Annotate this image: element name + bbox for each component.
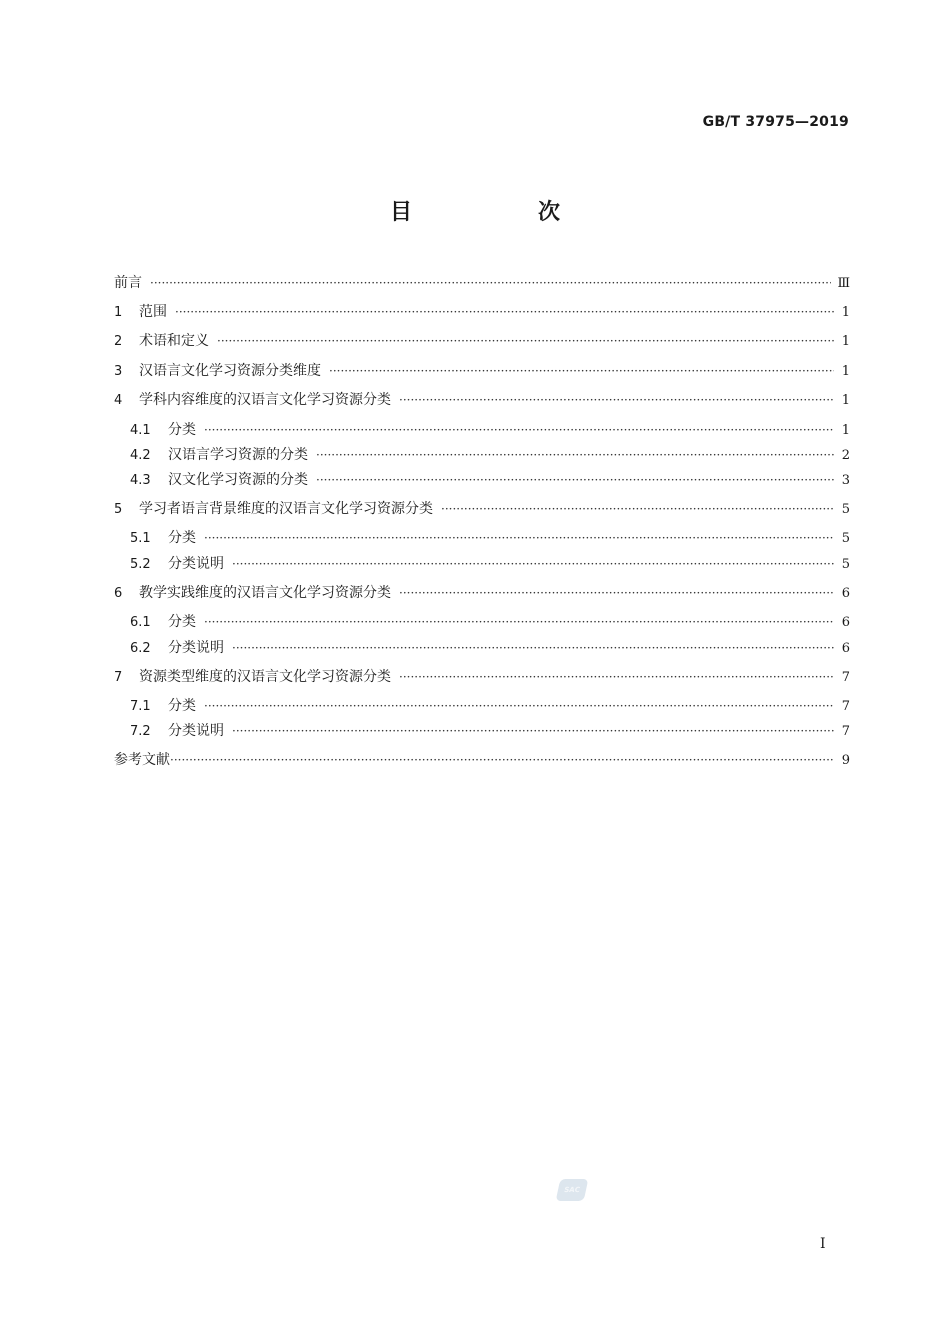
toc-entry-number: 5.1 [130,531,151,546]
toc-leader-dots [399,580,834,606]
toc-entry-page: Ⅲ [837,276,850,291]
toc-entry-label: 分类说明 [168,640,224,656]
toc-entry-label: 参考文献 [114,752,170,768]
toc-entry-number: 6 [114,586,123,601]
toc-entry-page: 2 [841,448,850,463]
toc-entry-page: 7 [841,724,850,739]
toc-entry-number: 2 [114,334,123,349]
toc-entry-4[interactable] [114,387,850,413]
toc-entry-number: 4 [114,393,123,408]
toc-entry-number: 3 [114,364,123,379]
toc-entry-number: 6.2 [130,641,151,656]
toc-leader-dots [316,442,834,468]
toc-entry-page: 6 [841,586,850,601]
toc-leader-dots [204,609,834,635]
toc-entry-label: 分类 [168,614,196,630]
toc-entry-4-3[interactable] [114,467,850,493]
toc-entry-label: 分类 [168,422,196,438]
toc-entry-label: 分类说明 [168,556,224,572]
toc-entry-number: 5.2 [130,557,151,572]
toc-entry-2[interactable] [114,328,850,354]
toc-leader-dots [232,551,834,577]
toc-entry-page: 7 [841,699,850,714]
toc-entry-label: 汉文化学习资源的分类 [168,472,308,488]
toc-leader-dots [204,417,834,443]
toc-entry-page: 1 [841,305,850,320]
toc-entry-4-2[interactable] [114,442,850,468]
toc-entry-6[interactable] [114,580,850,606]
toc-leader-dots [217,328,834,354]
toc-entry-number: 4.1 [130,423,151,438]
toc-entry-label: 学习者语言背景维度的汉语言文化学习资源分类 [139,501,433,517]
toc-entry-foreword[interactable] [114,270,850,296]
toc-entry-page: 9 [841,753,850,768]
toc-entry-label: 分类说明 [168,723,224,739]
toc-entry-6-2[interactable] [114,635,850,661]
toc-entry-number: 6.1 [130,615,151,630]
toc-entry-7[interactable] [114,664,850,690]
toc-entry-number: 4.3 [130,473,151,488]
toc-entry-page: 1 [841,334,850,349]
toc-entry-5-1[interactable] [114,525,850,551]
toc-entry-page: 5 [841,557,850,572]
toc-entry-label: 汉语言学习资源的分类 [168,447,308,463]
toc-leader-dots [175,299,834,325]
toc-entry-label: 范围 [139,304,167,320]
toc-entry-page: 5 [841,531,850,546]
toc-entry-number: 7.2 [130,724,151,739]
toc-leader-dots [399,664,834,690]
toc-entry-page: 1 [841,423,850,438]
toc-entry-label: 前言 [114,275,142,291]
toc-entry-5[interactable] [114,496,850,522]
toc-entry-7-1[interactable] [114,693,850,719]
toc-entry-page: 6 [841,641,850,656]
toc-entry-page: 7 [841,670,850,685]
page-number: Ⅰ [820,1236,826,1252]
sac-watermark-logo [556,1179,589,1201]
toc-leader-dots [329,358,834,384]
toc-leader-dots [170,747,834,773]
toc-entry-label: 术语和定义 [139,333,209,349]
toc-leader-dots [441,496,834,522]
toc-leader-dots [232,635,834,661]
toc-entry-label: 学科内容维度的汉语言文化学习资源分类 [139,392,391,408]
page-title: 目 次 [389,200,612,225]
toc-entry-1[interactable] [114,299,850,325]
toc-entry-label: 分类 [168,698,196,714]
standard-number: GB/T 37975—2019 [702,114,849,130]
toc-leader-dots [204,693,834,719]
toc-entry-page: 1 [841,393,850,408]
toc-entry-3[interactable] [114,358,850,384]
toc-entry-6-1[interactable] [114,609,850,635]
toc-entry-label: 资源类型维度的汉语言文化学习资源分类 [139,669,391,685]
toc-leader-dots [232,718,834,744]
toc-entry-7-2[interactable] [114,718,850,744]
toc-entry-number: 5 [114,502,123,517]
toc-entry-number: 4.2 [130,448,151,463]
toc-entry-page: 6 [841,615,850,630]
toc-entry-page: 5 [841,502,850,517]
toc-leader-dots [316,467,834,493]
toc-entry-5-2[interactable] [114,551,850,577]
toc-entry-4-1[interactable] [114,417,850,443]
toc-leader-dots [150,270,831,296]
toc-leader-dots [399,387,834,413]
toc-entry-page: 3 [841,473,850,488]
toc-entry-page: 1 [841,364,850,379]
toc-entry-label: 汉语言文化学习资源分类维度 [139,363,321,379]
toc-entry-label: 分类 [168,530,196,546]
toc-entry-label: 教学实践维度的汉语言文化学习资源分类 [139,585,391,601]
toc-entry-number: 7.1 [130,699,151,714]
toc-entry-bibliography[interactable] [114,747,850,773]
toc-entry-number: 1 [114,305,123,320]
toc-entry-number: 7 [114,670,123,685]
watermark-text: SAC [563,1186,581,1194]
toc-leader-dots [204,525,834,551]
